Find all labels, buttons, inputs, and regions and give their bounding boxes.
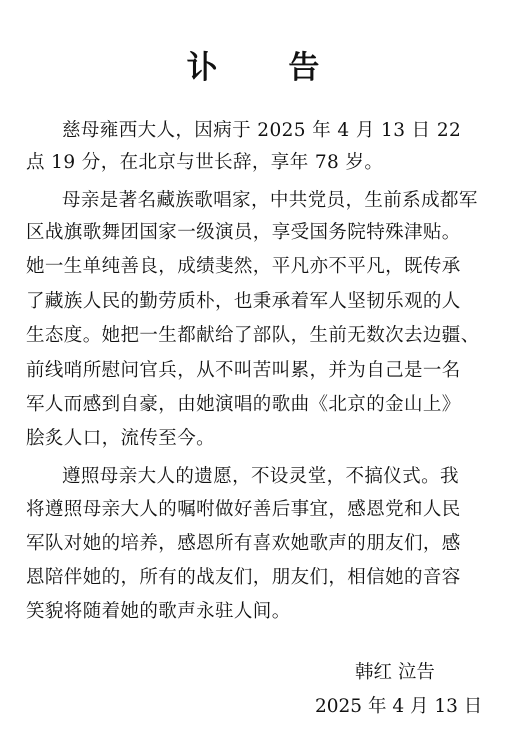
signature: 韩红 泣告	[355, 662, 435, 683]
body-line-4: 区战旗歌舞团国家一级演员，享受国务院特殊津贴。	[26, 222, 461, 243]
body-line-8: 前线哨所慰问官兵，从不叫苦叫累，并为自己是一名	[26, 360, 461, 381]
body-line-7: 生态度。她把一生都献给了部队，生前无数次去边疆、	[26, 325, 480, 346]
body-line-1: 慈母雍西大人，因病于 2025 年 4 月 13 日 22	[62, 120, 462, 141]
body-line-5: 她一生单纯善良，成绩斐然，平凡亦不平凡，既传承	[26, 256, 461, 277]
body-line-13: 军队对她的培养，感恩所有喜欢她歌声的朋友们，感	[26, 533, 461, 554]
body-line-10: 脍炙人口，流传至今。	[26, 428, 216, 449]
body-line-15: 笑貌将随着她的歌声永驻人间。	[26, 601, 291, 622]
body-line-12: 将遵照母亲大人的嘱咐做好善后事宜，感恩党和人民	[26, 499, 461, 520]
body-line-14: 恩陪伴她的，所有的战友们，朋友们，相信她的音容	[26, 567, 461, 588]
body-line-11: 遵照母亲大人的遗愿，不设灵堂，不搞仪式。我	[62, 466, 459, 487]
notice-title: 讣 告	[186, 50, 350, 86]
notice-date: 2025 年 4 月 13 日	[315, 696, 483, 717]
body-line-3: 母亲是著名藏族歌唱家，中共党员，生前系成都军	[62, 190, 478, 211]
body-line-2: 点 19 分，在北京与世长辞，享年 78 岁。	[26, 152, 384, 173]
body-line-6: 了藏族人民的勤劳质朴，也秉承着军人坚韧乐观的人	[26, 291, 461, 312]
body-line-9: 军人而感到自豪，由她演唱的歌曲《北京的金山上》	[26, 394, 461, 415]
